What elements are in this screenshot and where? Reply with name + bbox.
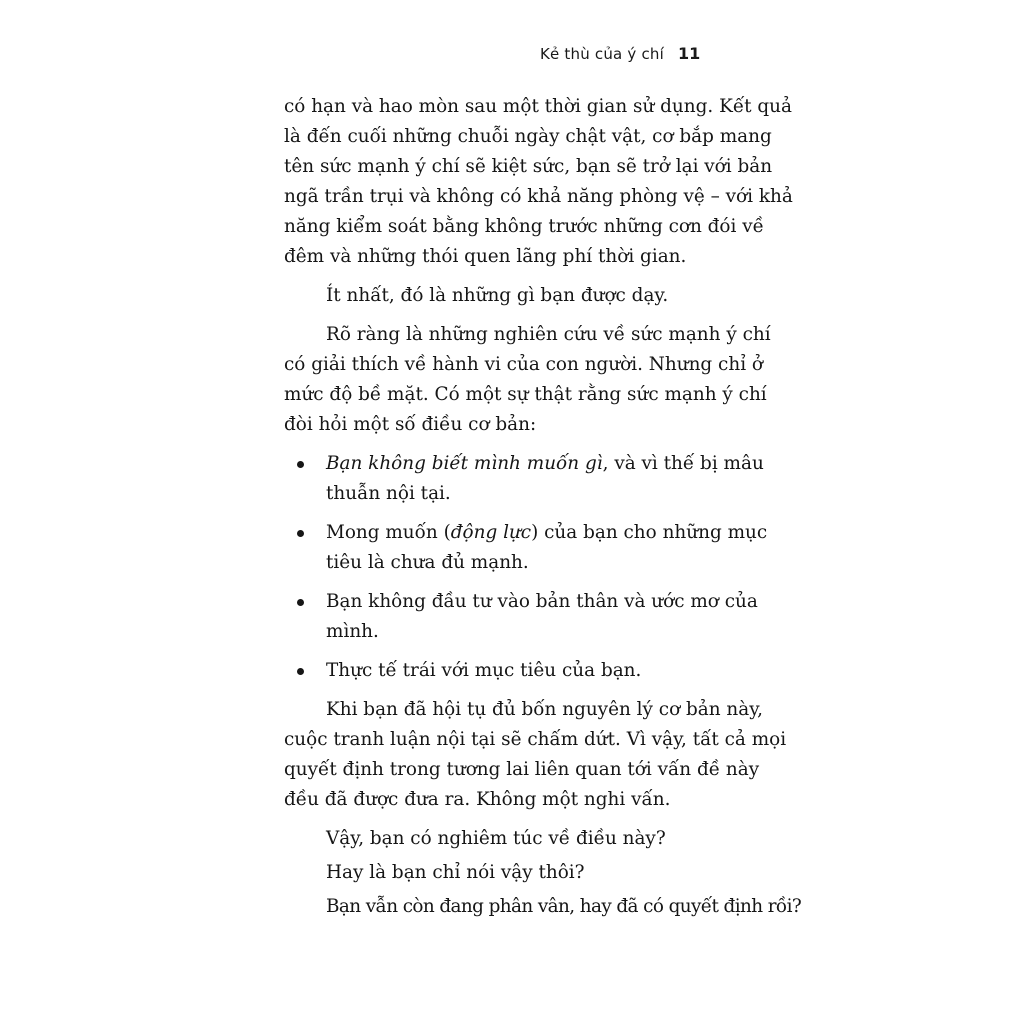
text-line: Hay là bạn chỉ nói vậy thôi? bbox=[326, 862, 585, 883]
paragraph-7 bbox=[284, 892, 802, 922]
text-line: cuộc tranh luận nội tại sẽ chấm dứt. Vì vậy, tất cả mọi bbox=[284, 729, 787, 750]
paragraph-4 bbox=[284, 695, 787, 815]
text-line: đòi hỏi một số điều cơ bản: bbox=[284, 414, 537, 435]
list-item bbox=[284, 656, 710, 686]
text-line: Vậy, bạn có nghiêm túc về điều này? bbox=[326, 828, 666, 849]
text-line: Bạn vẫn còn đang phân vân, hay đã có quyết định rồi? bbox=[326, 896, 802, 917]
text-line: Thực tế trái với mục tiêu của bạn. bbox=[326, 660, 642, 681]
text-line: đêm và những thói quen lãng phí thời gian. bbox=[284, 246, 687, 267]
italic-phrase: động lực bbox=[450, 522, 532, 543]
paragraph-6 bbox=[284, 858, 710, 888]
text-line: mình. bbox=[326, 621, 379, 642]
text-line: tiêu là chưa đủ mạnh. bbox=[326, 552, 529, 573]
text-line: quyết định trong tương lai liên quan tới vấn đề này bbox=[284, 759, 760, 780]
text-line: có hạn và hao mòn sau một thời gian sử dụng. Kết quả bbox=[284, 96, 792, 117]
bullet-icon bbox=[297, 656, 307, 686]
text-line: tên sức mạnh ý chí sẽ kiệt sức, bạn sẽ trở lại với bản bbox=[284, 156, 773, 177]
text-line: năng kiểm soát bằng không trước những cơn đói về bbox=[284, 216, 764, 237]
list-item bbox=[284, 518, 768, 578]
paragraph-2 bbox=[284, 281, 710, 311]
text-line: Mong muốn (động lực) của bạn cho những mục bbox=[326, 522, 768, 543]
list-item bbox=[284, 587, 758, 647]
body-text bbox=[284, 92, 802, 922]
bullet-icon bbox=[297, 587, 307, 617]
paragraph-3 bbox=[284, 320, 771, 440]
italic-phrase: Bạn không biết mình muốn gì bbox=[326, 453, 603, 474]
text-line: mức độ bề mặt. Có một sự thật rằng sức mạnh ý chí bbox=[284, 384, 767, 405]
text-line: ngã trần trụi và không có khả năng phòng vệ – với khả bbox=[284, 186, 793, 207]
list-item bbox=[284, 449, 764, 509]
paragraph-5 bbox=[284, 824, 710, 854]
running-header bbox=[540, 44, 710, 63]
text-line: Khi bạn đã hội tụ đủ bốn nguyên lý cơ bản này, bbox=[326, 699, 764, 720]
bullet-icon bbox=[297, 449, 307, 479]
text-line: Ít nhất, đó là những gì bạn được dạy. bbox=[326, 285, 669, 306]
text-line: Bạn không đầu tư vào bản thân và ước mơ của bbox=[326, 591, 758, 612]
chapter-title: Kẻ thù của ý chí bbox=[540, 45, 664, 63]
page-number: 11 bbox=[677, 44, 701, 63]
text-line: thuẫn nội tại. bbox=[326, 483, 451, 504]
text-line: Bạn không biết mình muốn gì, và vì thế bị mâu bbox=[326, 453, 764, 474]
text-line: có giải thích về hành vi của con người. Nhưng chỉ ở bbox=[284, 354, 763, 375]
text-line: đều đã được đưa ra. Không một nghi vấn. bbox=[284, 789, 671, 810]
bullet-icon bbox=[297, 518, 307, 548]
paragraph-1 bbox=[284, 92, 793, 272]
text-line: là đến cuối những chuỗi ngày chật vật, cơ bắp mang bbox=[284, 126, 772, 147]
text-line: Rõ ràng là những nghiên cứu về sức mạnh ý chí bbox=[326, 324, 771, 345]
